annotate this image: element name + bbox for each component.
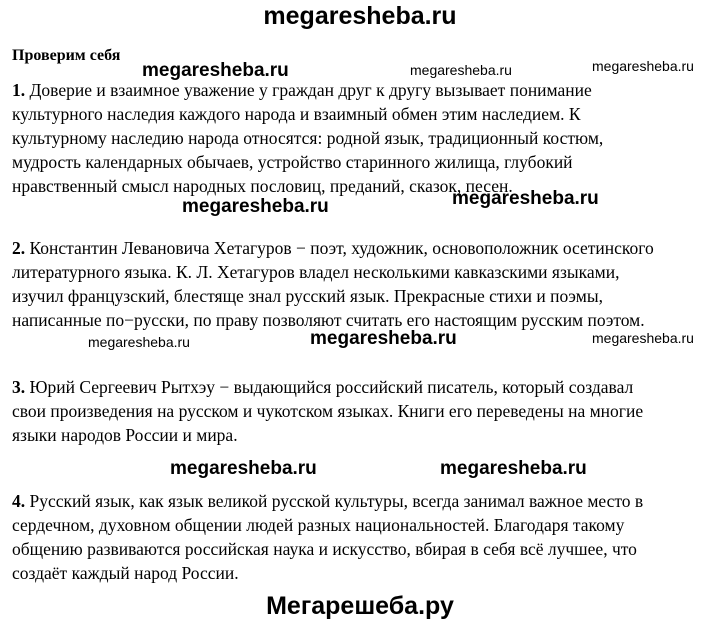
answer-line: мудрость календарных обычаев, устройство старинного жилища, глубокий (12, 152, 573, 172)
answer-line: культурного наследия каждого народа и взаимный обмен этим наследием. К (12, 104, 581, 124)
watermark: megaresheba.ru (182, 196, 329, 217)
answer-line: Доверие и взаимное уважение у граждан друг к другу вызывает понимание (29, 80, 592, 100)
watermark: megaresheba.ru (592, 330, 694, 346)
answer-4 (12, 489, 712, 585)
watermark: megaresheba.ru (440, 458, 587, 479)
answer-number: 3. (12, 377, 26, 397)
watermark: megaresheba.ru (452, 188, 599, 209)
watermark: megaresheba.ru (88, 334, 190, 350)
answer-line: создаёт каждый народ России. (12, 563, 239, 583)
answer-line: сердечном, духовном общении людей разных национальностей. Благодаря такому (12, 515, 625, 535)
answer-line: Юрий Сергеевич Рытхэу − выдающийся российский писатель, который создавал (29, 377, 634, 397)
answer-3 (12, 375, 712, 447)
answer-number: 1. (12, 80, 26, 100)
answer-line: Русский язык, как язык великой русской культуры, всегда занимал важное место в (29, 491, 644, 511)
watermark: megaresheba.ru (170, 458, 317, 479)
answer-line: культурному наследию народа относятся: родной язык, традиционный костюм, (12, 128, 604, 148)
answer-line: написанные по−русски, по праву позволяют считать его настоящим русским поэтом. (12, 310, 645, 330)
section-title: Проверим себя (12, 47, 121, 64)
answer-2 (12, 236, 712, 332)
answer-line: свои произведения на русском и чукотском языках. Книги его переведены на многие (12, 401, 644, 421)
watermark: megaresheba.ru (142, 60, 289, 81)
answer-line: нравственный смысл народных пословиц, преданий, сказок, песен. (12, 176, 513, 196)
answer-line: общению развиваются российская наука и искусство, вбирая в себя всё лучшее, что (12, 539, 637, 559)
answer-line: литературного языка. К. Л. Хетагуров владел несколькими кавказскими языками, (12, 262, 620, 282)
answer-line: изучил французский, блестяще знал русский язык. Прекрасные стихи и поэмы, (12, 286, 603, 306)
answer-line: языки народов России и мира. (12, 425, 238, 445)
watermark: megaresheba.ru (310, 328, 457, 349)
watermark: megaresheba.ru (410, 62, 512, 78)
site-footer: Мегарешеба.ру (266, 592, 454, 620)
answer-number: 4. (12, 491, 26, 511)
answer-1 (12, 78, 712, 198)
answer-line: Константин Левановича Хетагуров − поэт, художник, основоположник осетинского (29, 238, 654, 258)
site-header: megaresheba.ru (263, 2, 457, 30)
watermark: megaresheba.ru (592, 58, 694, 74)
answer-number: 2. (12, 238, 26, 258)
